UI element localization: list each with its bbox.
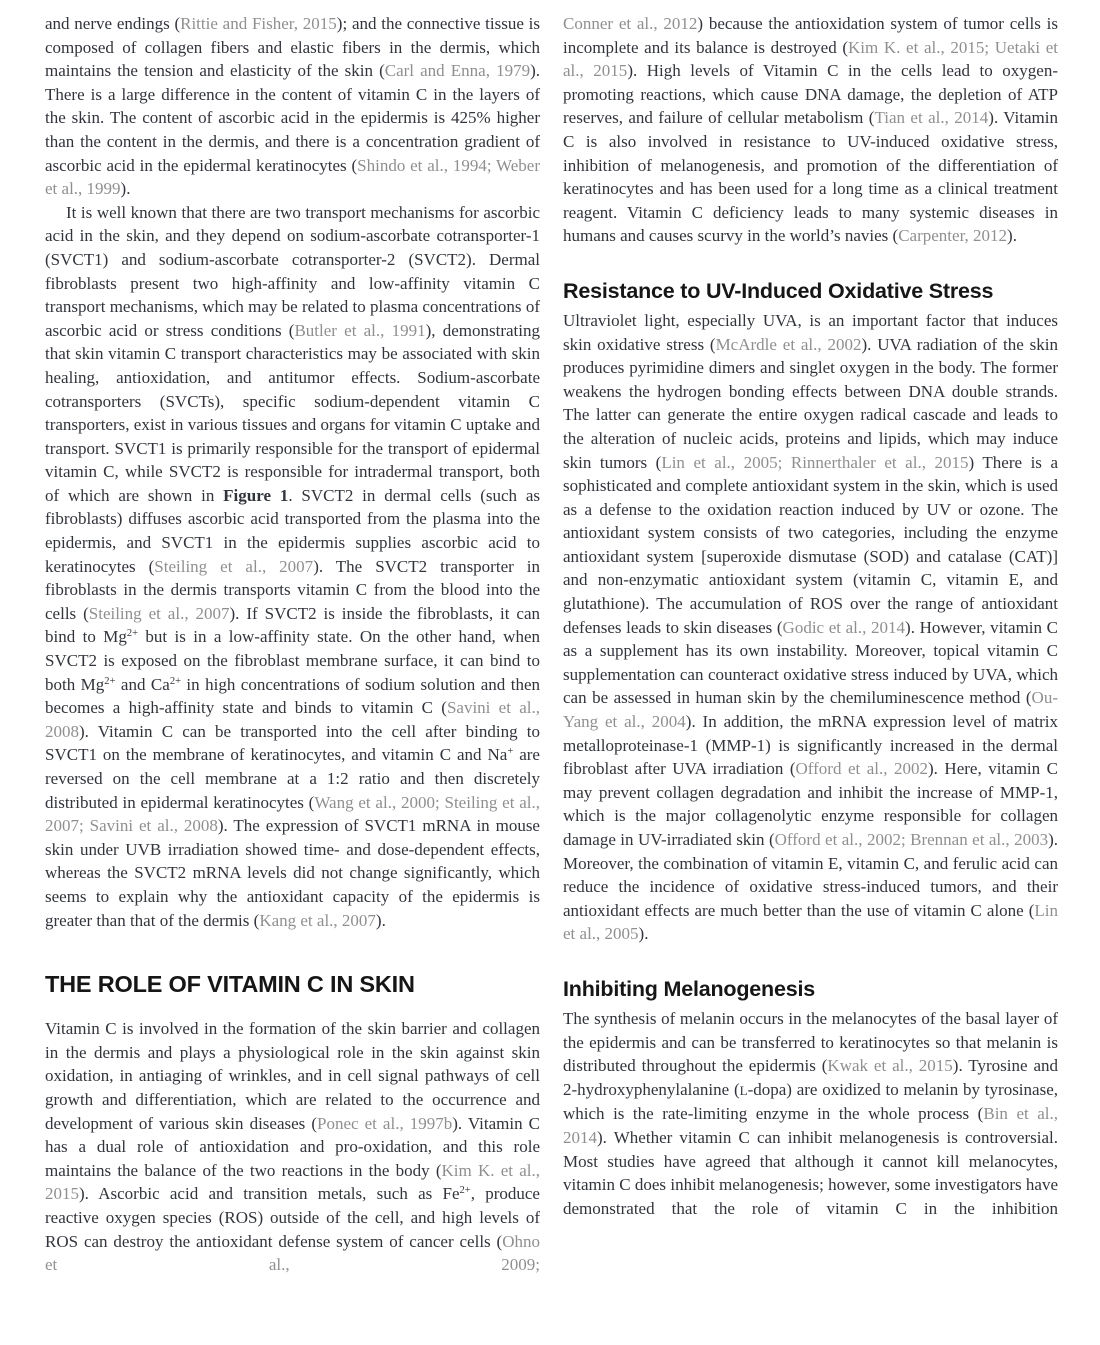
text-segment: ); and the connective tissue is composed of collagen fibers and elastic fibers in the dermis, which maintains the tension and elasticity of the skin ( (45, 14, 540, 81)
text-segment: ). UVA radiation of the skin produces pyrimidine dimers and singlet oxygen in the body. The former weakens the hydrogen bonding effects between DNA double strands. The latter can generate the entire oxygen radical cascade and leads to the alteration of nucleic acids, proteins and lipids, which may induce skin tumors ( (563, 334, 1058, 472)
text-segment: ). Vitamin C has a dual role of antioxidation and pro-oxidation, and this role maintains the balance of the two reactions in the body ( (45, 1113, 540, 1180)
citation-link[interactable]: Offord et al., 2002; Brennan et al., 2003 (774, 830, 1049, 849)
text-segment: and Ca (115, 674, 170, 694)
text-segment: ). Moreover, the combination of vitamin E, vitamin C, and ferulic acid can reduce the incidence of oxidative stress-induced tumors, and their antioxidant effects are much better than the use of vitamin C alone ( (563, 830, 1058, 920)
citation-link[interactable]: Steiling et al., 2007 (154, 556, 314, 576)
text-segment: ). (375, 910, 386, 930)
text-segment: It is well known that there are two transport mechanisms for ascorbic acid in the skin, and they depend on sodium-ascorbate cotransporter-1 (SVCT1) and sodium-ascorbate cotransporter-2 (SVCT2). Dermal fibroblasts present two high-affinity and low-affinity vitamin C transport mechanisms, which may be related to plasma concentrations of ascorbic acid or stress conditions ( (45, 202, 540, 340)
citation-link[interactable]: Kim K. et al., 2015 (45, 1160, 540, 1204)
paragraph (563, 309, 1058, 946)
citation-link[interactable]: Wang et al., 2000; Steiling et al., 2007; Savini et al., 2008 (45, 792, 541, 836)
text-segment: The synthesis of melanin occurs in the melanocytes of the basal layer of the epidermis and can be transferred to keratinocytes so that melanin is distributed throughout the epidermis ( (563, 1008, 1058, 1076)
paragraph (45, 12, 540, 201)
citation-link[interactable]: Lin et al., 2005 (563, 900, 1058, 944)
text-segment: are reversed on the cell membrane at a 1:2 ratio and then discretely distributed in epidermal keratinocytes ( (45, 745, 540, 812)
citation-link[interactable]: Kang et al., 2007 (259, 910, 376, 930)
text-segment: ). Vitamin C is also involved in resistance to UV-induced oxidative stress, inhibition of melanogenesis, and promotion of the differentiation of keratinocytes and has been used for a long time as a clinical treatment reagent. Vitamin C deficiency leads to many systemic diseases in humans and causes scurvy in the world’s navies ( (563, 108, 1058, 246)
right-column (563, 12, 1058, 1345)
text-segment: , produce reactive oxygen species (ROS) outside of the cell, and high levels of ROS can destroy the antioxidant defense system of cancer cells ( (45, 1184, 540, 1251)
text-segment: ). (120, 179, 131, 199)
section-heading: Resistance to UV-Induced Oxidative Stress (563, 278, 994, 303)
citation-link[interactable]: Kwak et al., 2015 (827, 1056, 953, 1076)
text-segment: ) There is a sophisticated and complete antioxidant system in the skin, which is used as a defense to the oxidation reaction induced by UV or ozone. The antioxidant system consists of two categories, including the enzyme antioxidant system [superoxide dismutase (SOD) and catalase (CAT)] and non-enzymatic antioxidant system (vitamin C, vitamin E, and glutathione). The accumulation of ROS over the range of antioxidant defenses leads to skin diseases ( (563, 452, 1059, 637)
text-segment: ). The expression of SVCT1 mRNA in mouse skin under UVB irradiation showed time- and dose-dependent effects, whereas the SVCT2 mRNA levels did not change significantly, which seems to explain why the antioxidant capacity of the epidermis is greater than that of the dermis ( (45, 816, 540, 930)
text-segment: L (739, 1082, 748, 1098)
citation-link[interactable]: Steiling et al., 2007 (88, 603, 230, 623)
text-segment: and nerve endings ( (45, 14, 181, 33)
text-segment: Ultraviolet light, especially UVA, is an important factor that induces skin oxidative stress ( (563, 310, 1058, 354)
text-segment: ). Whether vitamin C can inhibit melanogenesis is controversial. Most studies have agreed that although it cannot kill melanocytes, vitamin C does inhibit melanogenesis; however, some investigators have demonstrated that the role of vitamin C in the inhibition (563, 1127, 1058, 1218)
citation-link[interactable]: Offord et al., 2002 (795, 759, 928, 779)
text-segment: ), demonstrating that skin vitamin C transport characteristics may be associated with skin healing, antioxidation, and antitumor effects. Sodium-ascorbate cotransporters (SVCTs), specific sodium-dependent vitamin C transporters, exist in various tissues and organs for vitamin C uptake and transport. SVCT1 is primarily responsible for the transport of epidermal vitamin C, while SVCT2 is responsible for intradermal transport, both of which are shown in (45, 320, 541, 505)
paragraph (45, 201, 540, 932)
text-segment: Vitamin C is involved in the formation of the skin barrier and collagen in the dermis and plays a physiological role in the skin against skin oxidation, in antiaging of wrinkles, and in cell signal pathways of cell growth and differentiation, which are related to the occurrence and development of various skin diseases ( (45, 1019, 540, 1133)
text-segment: 2+ (104, 675, 116, 687)
text-segment: ). (1007, 226, 1017, 246)
text-segment: ). However, vitamin C as a supplement has its own instability. Moreover, topical vitamin C supplementation can counteract oxidative stress induced by UVA, which can be assessed in human skin by the chemiluminescence method ( (563, 617, 1058, 708)
text-segment: ). The SVCT2 transporter in fibroblasts in the dermis transports vitamin C from the blood into the cells ( (45, 556, 540, 623)
citation-link[interactable]: Godic et al., 2014 (782, 617, 906, 637)
citation-link[interactable]: Kim K. et al., 2015; Uetaki et al., 2015 (563, 37, 1058, 81)
text-segment: in high concentrations of sodium solution and then becomes a high-affinity state and binds to vitamin C ( (45, 674, 540, 718)
citation-link[interactable]: Carl and Enna, 1979 (384, 61, 531, 81)
citation-link[interactable]: Butler et al., 1991 (294, 320, 426, 340)
text-segment: 2+ (169, 675, 181, 687)
citation-link[interactable]: McArdle et al., 2002 (715, 334, 862, 354)
text-segment: 2+ (459, 1185, 471, 1197)
citation-link[interactable]: Conner et al., 2012 (563, 14, 698, 33)
paragraph (45, 1017, 540, 1277)
text-segment: + (507, 746, 514, 758)
citation-link[interactable]: Tian et al., 2014 (874, 108, 989, 128)
text-segment: but is in a low-affinity state. On the other hand, when SVCT2 is exposed on the fibroblast membrane surface, it can bind to both Mg (45, 627, 541, 694)
text-segment: ). In addition, the mRNA expression level of matrix metalloproteinase-1 (MMP-1) is significantly increased in the dermal fibroblast after UVA irradiation ( (563, 712, 1058, 779)
text-segment: ) because the antioxidation system of tumor cells is incomplete and its balance is destroyed ( (563, 14, 1058, 57)
citation-link[interactable]: Lin et al., 2005; Rinnerthaler et al., 2015 (661, 452, 969, 472)
paragraph (563, 12, 1058, 248)
left-column (45, 12, 540, 1345)
citation-link[interactable]: Savini et al., 2008 (45, 698, 540, 741)
text-segment: Figure 1 (223, 485, 289, 505)
text-segment: -dopa) are oxidized to melanin by tyrosinase, which is the rate-limiting enzyme in the whole process ( (563, 1079, 1058, 1124)
section-heading: THE ROLE OF VITAMIN C IN SKIN (45, 971, 415, 998)
citation-link[interactable]: Carpenter, 2012 (898, 226, 1008, 246)
text-segment: ). High levels of Vitamin C in the cells lead to oxygen-promoting reactions, which cause DNA damage, the depletion of ATP reserves, and failure of cellular metabolism ( (563, 61, 1058, 128)
text-segment: ). If SVCT2 is inside the fibroblasts, it can bind to Mg (45, 603, 540, 647)
text-segment: ). Ascorbic acid and transition metals, such as Fe (79, 1184, 460, 1204)
text-segment: ). Vitamin C can be transported into the cell after binding to SVCT1 on the membrane of keratinocytes, and vitamin C and Na (45, 721, 540, 765)
citation-link[interactable]: Ponec et al., 1997b (317, 1113, 453, 1133)
citation-link[interactable]: Bin et al., 2014 (563, 1104, 1058, 1147)
citation-link[interactable]: Rittie and Fisher, 2015 (180, 14, 337, 33)
citation-link[interactable]: Ohno et al., 2009; (45, 1231, 540, 1275)
text-segment: ). Here, vitamin C may prevent collagen degradation and inhibit the increase of MMP-1, which is the major collagenolytic enzyme responsible for collagen damage in UV-irradiated skin ( (563, 759, 1058, 849)
text-segment: ). There is a large difference in the content of vitamin C in the layers of the skin. The content of ascorbic acid in the epidermis is 425% higher than the content in the dermis, and there is a concentration gradient of ascorbic acid in the epidermal keratinocytes ( (45, 61, 540, 175)
citation-link[interactable]: Shindo et al., 1994; Weber et al., 1999 (45, 155, 540, 199)
citation-link[interactable]: Ou-Yang et al., 2004 (563, 688, 1058, 732)
text-segment: 2+ (126, 628, 139, 640)
paragraph (563, 1007, 1058, 1220)
text-segment: ). (638, 924, 649, 944)
text-segment: . SVCT2 in dermal cells (such as fibroblasts) diffuses ascorbic acid transported from the plasma into the epidermis, and SVCT1 in the epidermis supplies ascorbic acid to keratinocytes ( (45, 485, 540, 576)
section-heading: Inhibiting Melanogenesis (563, 976, 816, 1001)
text-segment: ). Tyrosine and 2-hydroxyphenylalanine ( (563, 1056, 1058, 1099)
